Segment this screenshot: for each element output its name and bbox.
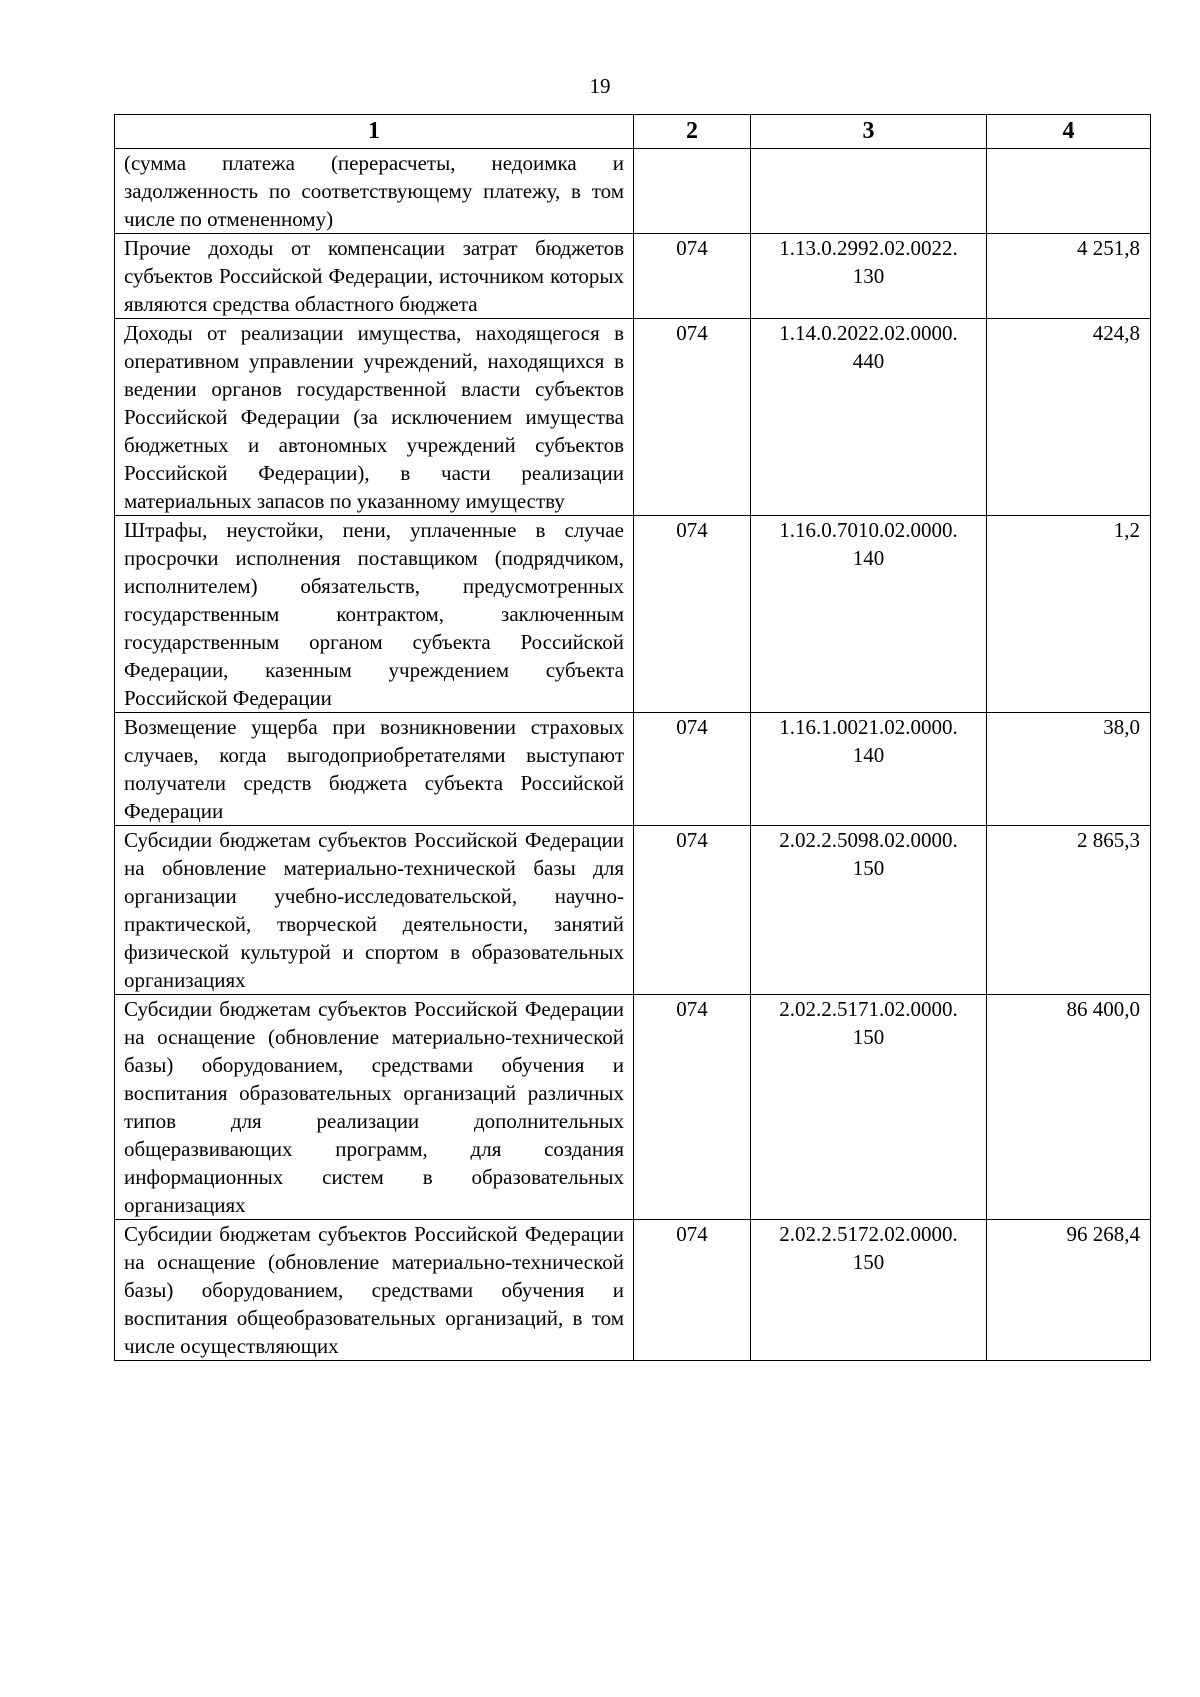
row-budget-code: [751, 319, 987, 516]
row-budget-code: [751, 826, 987, 995]
row-admin-code: 074: [634, 516, 751, 713]
row-amount: 424,8: [987, 319, 1151, 516]
budget-code-line: 440: [852, 349, 885, 373]
row-amount: 1,2: [987, 516, 1151, 713]
budget-code-line: 150: [852, 1025, 885, 1049]
row-description: (сумма платежа (перерасчеты, недоимка и задолженность по соответствующему платежу, в том числе по отмененному): [115, 149, 634, 234]
budget-code-line: 130: [852, 264, 885, 288]
column-header: 4: [987, 115, 1151, 149]
row-admin-code: 074: [634, 713, 751, 826]
budget-code-line: 1.16.0.7010.02.0000.: [779, 518, 958, 542]
table-header-row: [115, 115, 1151, 149]
row-description: Возмещение ущерба при возникновении страховых случаев, когда выгодоприобретателями выступают получатели средств бюджета субъекта Российской Федерации: [115, 713, 634, 826]
row-amount: [987, 149, 1151, 234]
row-amount: 96 268,4: [987, 1220, 1151, 1361]
table-row: [115, 149, 1151, 234]
table-row: [115, 713, 1151, 826]
budget-code-line: 150: [852, 1250, 885, 1274]
row-budget-code: [751, 995, 987, 1220]
row-budget-code: [751, 234, 987, 319]
budget-code-line: 140: [852, 546, 885, 570]
row-admin-code: 074: [634, 826, 751, 995]
row-budget-code: [751, 1220, 987, 1361]
budget-code-line: 1.16.1.0021.02.0000.: [779, 715, 958, 739]
row-description: Субсидии бюджетам субъектов Российской Федерации на оснащение (обновление материально-технической базы) оборудованием, средствами обучения и воспитания общеобразовательных организаций, в том числе осуществляющих: [115, 1220, 634, 1361]
row-admin-code: 074: [634, 995, 751, 1220]
column-header: 1: [115, 115, 634, 149]
column-header: 3: [751, 115, 987, 149]
row-budget-code: [751, 713, 987, 826]
row-amount: 86 400,0: [987, 995, 1151, 1220]
row-description: Субсидии бюджетам субъектов Российской Федерации на оснащение (обновление материально-технической базы) оборудованием, средствами обучения и воспитания образовательных организаций различных типов для реализации дополнительных общеразвивающих программ, для создания информационных систем в образовательных организациях: [115, 995, 634, 1220]
page-number: 19: [589, 74, 611, 98]
budget-code-line: 2.02.2.5172.02.0000.: [779, 1222, 958, 1246]
budget-code-line: 150: [852, 856, 885, 880]
row-admin-code: [634, 149, 751, 234]
row-admin-code: 074: [634, 319, 751, 516]
table-row: [115, 1220, 1151, 1361]
budget-revenue-table: [114, 114, 1151, 1361]
row-amount: 4 251,8: [987, 234, 1151, 319]
row-admin-code: 074: [634, 234, 751, 319]
row-admin-code: 074: [634, 1220, 751, 1361]
row-amount: 38,0: [987, 713, 1151, 826]
row-amount: 2 865,3: [987, 826, 1151, 995]
row-description: Прочие доходы от компенсации затрат бюджетов субъектов Российской Федерации, источником которых являются средства областного бюджета: [115, 234, 634, 319]
row-budget-code: [751, 516, 987, 713]
table-row: [115, 826, 1151, 995]
budget-code-line: 2.02.2.5171.02.0000.: [779, 997, 958, 1021]
row-description: Доходы от реализации имущества, находящегося в оперативном управлении учреждений, находящихся в ведении органов государственной власти субъектов Российской Федерации (за исключением имущества бюджетных и автономных учреждений субъектов Российской Федерации), в части реализации материальных запасов по указанному имуществу: [115, 319, 634, 516]
budget-code-line: 2.02.2.5098.02.0000.: [779, 828, 958, 852]
table-row: [115, 234, 1151, 319]
budget-code-line: 140: [852, 743, 885, 767]
row-description: Субсидии бюджетам субъектов Российской Федерации на обновление материально-технической базы для организации учебно-исследовательской, научно-практической, творческой деятельности, занятий физической культурой и спортом в образовательных организациях: [115, 826, 634, 995]
budget-code-line: 1.13.0.2992.02.0022.: [779, 236, 958, 260]
column-header: 2: [634, 115, 751, 149]
table-row: [115, 516, 1151, 713]
row-budget-code: [751, 149, 987, 234]
row-description: Штрафы, неустойки, пени, уплаченные в случае просрочки исполнения поставщиком (подрядчиком, исполнителем) обязательств, предусмотренных государственным контрактом, заключенным государственным органом субъекта Российской Федерации, казенным учреждением субъекта Российской Федерации: [115, 516, 634, 713]
table-row: [115, 995, 1151, 1220]
table-row: [115, 319, 1151, 516]
budget-code-line: 1.14.0.2022.02.0000.: [779, 321, 958, 345]
